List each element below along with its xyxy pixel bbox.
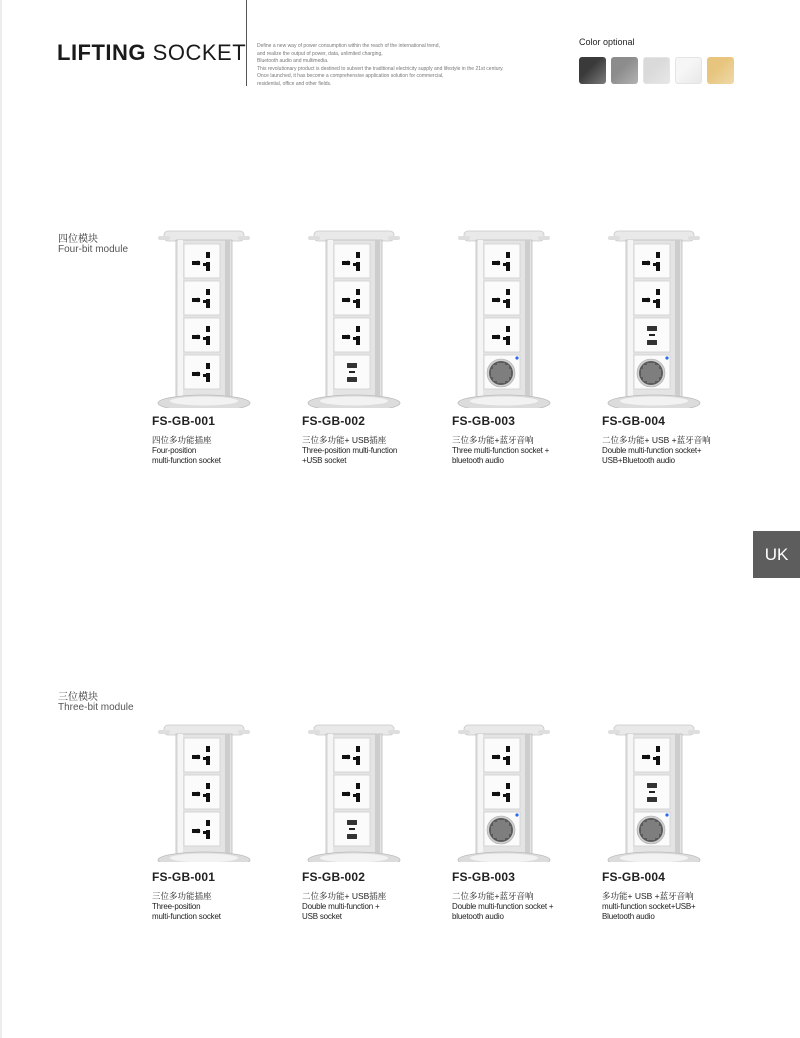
neutral-slot: [506, 793, 510, 802]
product-image: [454, 722, 554, 862]
status-led: [665, 356, 668, 359]
neutral-slot: [206, 373, 210, 382]
cap-tab: [238, 236, 250, 240]
pin-slot: [203, 831, 206, 834]
product-desc-en: [152, 446, 287, 466]
round-slot: [496, 792, 500, 796]
pin-slot: [503, 794, 506, 797]
product-desc-line: Three-position multi-function: [302, 446, 398, 455]
product-desc-en: [452, 902, 587, 922]
status-led: [665, 813, 668, 816]
round-slot: [196, 261, 200, 265]
socket-face: [634, 281, 670, 315]
housing-shadow: [525, 734, 530, 857]
product-name-cn: 二位多功能+ USB插座: [302, 891, 387, 901]
top-cap: [614, 725, 694, 735]
neutral-slot: [206, 262, 210, 271]
cap-tab: [538, 730, 550, 734]
product-desc-en: [602, 446, 737, 466]
neutral-slot: [656, 262, 660, 271]
socket-face: [184, 318, 220, 352]
earth-slot: [506, 746, 510, 752]
pin-slot: [203, 374, 206, 377]
cap-tab: [158, 730, 170, 734]
module-usb: [334, 812, 370, 846]
product-desc-line: Three-position: [152, 902, 201, 911]
module-socket: [184, 281, 220, 315]
product-image: [604, 228, 704, 408]
socket-face: [484, 244, 520, 278]
product-desc-line: bluetooth audio: [452, 912, 504, 921]
socket-face: [484, 281, 520, 315]
product-name-cn: 二位多功能+蓝牙音响: [452, 891, 534, 901]
socket-face: [334, 318, 370, 352]
usb-port: [647, 783, 657, 788]
socket-face: [184, 281, 220, 315]
module-socket: [184, 244, 220, 278]
section-title-en: Three-bit module: [58, 702, 134, 713]
product-name-cn: 四位多功能插座: [152, 435, 212, 445]
usb-c-port: [349, 828, 355, 830]
product-code: FS-GB-003: [452, 414, 516, 428]
product-desc-line: multi-function socket: [152, 456, 221, 465]
product-image: [604, 722, 704, 862]
usb-c-port: [649, 791, 655, 793]
product-desc-line: Four-position: [152, 446, 197, 455]
section-title-cn: 四位模块: [58, 234, 98, 245]
pin-slot: [353, 757, 356, 760]
pin-slot: [503, 263, 506, 266]
round-slot: [496, 298, 500, 302]
pin-slot: [203, 263, 206, 266]
round-slot: [196, 298, 200, 302]
cap-tab: [388, 730, 400, 734]
socket-face: [184, 812, 220, 846]
module-speaker: [634, 355, 670, 389]
housing-highlight: [628, 734, 633, 857]
socket-face: [484, 318, 520, 352]
earth-slot: [506, 252, 510, 258]
product-code: FS-GB-002: [302, 414, 366, 428]
usb-c-port: [349, 371, 355, 373]
module-usb: [634, 318, 670, 352]
product-desc-line: +USB socket: [302, 456, 347, 465]
product-desc-en: [302, 446, 437, 466]
cap-tab: [158, 236, 170, 240]
product-desc-line: Double multi-function socket+: [602, 446, 702, 455]
usb-port: [647, 797, 657, 802]
pin-slot: [353, 300, 356, 303]
earth-slot: [206, 820, 210, 826]
cap-tab: [538, 236, 550, 240]
round-slot: [646, 261, 650, 265]
cap-tab: [608, 236, 620, 240]
product-image: [304, 228, 404, 408]
earth-slot: [506, 289, 510, 295]
round-slot: [196, 372, 200, 376]
neutral-slot: [356, 793, 360, 802]
intro-line: and realize the output of power, data, unlimited charging,: [257, 50, 383, 57]
product-code: FS-GB-001: [152, 870, 216, 884]
product-desc-en: [152, 902, 287, 922]
housing-highlight: [478, 240, 483, 400]
earth-slot: [206, 289, 210, 295]
header-divider: [246, 0, 247, 86]
housing-shadow: [225, 240, 230, 400]
product-desc-line: Double multi-function +: [302, 902, 380, 911]
product-desc-line: multi-function socket: [152, 912, 221, 921]
top-cap: [314, 231, 394, 241]
round-slot: [196, 829, 200, 833]
round-slot: [496, 755, 500, 759]
usb-port: [347, 363, 357, 368]
earth-slot: [206, 363, 210, 369]
product-name-cn: 二位多功能+ USB +蓝牙音响: [602, 435, 711, 445]
product-image: [304, 722, 404, 862]
product-desc-line: USB socket: [302, 912, 342, 921]
round-slot: [496, 261, 500, 265]
housing-shadow: [375, 240, 380, 400]
socket-face: [184, 244, 220, 278]
pin-slot: [653, 757, 656, 760]
color-swatch-silver[interactable]: [643, 57, 670, 84]
product-name-cn: 三位多功能插座: [152, 891, 212, 901]
housing-shadow: [225, 734, 230, 857]
cap-tab: [308, 730, 320, 734]
intro-line: This revolutionary product is destined to subvert the traditional electricity supply and lifestyle in the 21st century.: [257, 65, 504, 72]
socket-face: [184, 775, 220, 809]
neutral-slot: [506, 756, 510, 765]
product-code: FS-GB-004: [602, 414, 666, 428]
product-name-cn: 三位多功能+ USB插座: [302, 435, 387, 445]
module-socket: [184, 775, 220, 809]
pin-slot: [353, 337, 356, 340]
socket-face: [484, 775, 520, 809]
color-options-label: Color optional: [579, 37, 635, 47]
neutral-slot: [506, 262, 510, 271]
product-desc-en: [602, 902, 737, 922]
socket-face: [334, 738, 370, 772]
product-desc-line: bluetooth audio: [452, 456, 504, 465]
round-slot: [346, 755, 350, 759]
module-socket: [484, 281, 520, 315]
intro-line: Bluetooth audio and multimedia.: [257, 58, 329, 65]
module-socket: [184, 812, 220, 846]
module-socket: [334, 244, 370, 278]
socket-face: [334, 281, 370, 315]
module-socket: [334, 738, 370, 772]
round-slot: [196, 335, 200, 339]
round-slot: [346, 792, 350, 796]
module-socket: [484, 244, 520, 278]
top-cap: [164, 231, 244, 241]
housing-shadow: [675, 734, 680, 857]
pin-slot: [203, 757, 206, 760]
pin-slot: [503, 337, 506, 340]
pin-slot: [203, 794, 206, 797]
earth-slot: [656, 289, 660, 295]
module-socket: [184, 318, 220, 352]
socket-face: [634, 738, 670, 772]
usb-port: [647, 326, 657, 331]
neutral-slot: [356, 336, 360, 345]
module-socket: [334, 318, 370, 352]
module-socket: [484, 738, 520, 772]
housing-highlight: [178, 734, 183, 857]
product-name-cn: 多功能+ USB +蓝牙音响: [602, 891, 694, 901]
neutral-slot: [206, 336, 210, 345]
neutral-slot: [206, 756, 210, 765]
cap-tab: [388, 236, 400, 240]
color-swatch-gold[interactable]: [707, 57, 734, 84]
module-usb: [334, 355, 370, 389]
speaker-grille: [489, 818, 513, 842]
product-code: FS-GB-003: [452, 870, 516, 884]
top-cap: [164, 725, 244, 735]
pin-slot: [353, 794, 356, 797]
earth-slot: [356, 326, 360, 332]
section-title-en: Four-bit module: [58, 244, 129, 255]
cap-tab: [308, 236, 320, 240]
cap-tab: [688, 730, 700, 734]
product-desc-line: multi-function socket+USB+: [602, 902, 696, 911]
housing-highlight: [328, 240, 333, 400]
product-desc-en: [452, 446, 587, 466]
socket-face: [484, 738, 520, 772]
cap-tab: [608, 730, 620, 734]
product-image: [154, 722, 254, 862]
neutral-slot: [356, 262, 360, 271]
earth-slot: [356, 252, 360, 258]
module-speaker: [634, 812, 670, 846]
module-usb: [634, 775, 670, 809]
pin-slot: [653, 263, 656, 266]
round-slot: [346, 298, 350, 302]
color-swatch-white[interactable]: [675, 57, 702, 84]
pin-slot: [503, 757, 506, 760]
cap-tab: [458, 236, 470, 240]
module-socket: [184, 355, 220, 389]
housing-highlight: [178, 240, 183, 400]
round-slot: [346, 335, 350, 339]
product-code: FS-GB-004: [602, 870, 666, 884]
page-edge: [0, 0, 2, 1038]
module-socket: [634, 738, 670, 772]
product-image: [154, 228, 254, 408]
product-code: FS-GB-002: [302, 870, 366, 884]
pin-slot: [653, 300, 656, 303]
neutral-slot: [506, 299, 510, 308]
module-socket: [484, 775, 520, 809]
housing-shadow: [675, 240, 680, 400]
earth-slot: [356, 289, 360, 295]
earth-slot: [656, 746, 660, 752]
neutral-slot: [506, 336, 510, 345]
pin-slot: [503, 300, 506, 303]
speaker-grille: [639, 818, 663, 842]
usb-port: [347, 820, 357, 825]
socket-face: [184, 738, 220, 772]
module-socket: [184, 738, 220, 772]
base-inner: [620, 397, 688, 406]
earth-slot: [206, 783, 210, 789]
product-desc-line: Bluetooth audio: [602, 912, 655, 921]
speaker-grille: [639, 361, 663, 385]
earth-slot: [506, 326, 510, 332]
product-desc-line: Three multi-function socket +: [452, 446, 550, 455]
product-code: FS-GB-001: [152, 414, 216, 428]
base-inner: [320, 397, 388, 406]
earth-slot: [506, 783, 510, 789]
round-slot: [196, 792, 200, 796]
speaker-grille: [489, 361, 513, 385]
cap-tab: [458, 730, 470, 734]
module-socket: [634, 281, 670, 315]
socket-face: [634, 244, 670, 278]
product-image: [454, 228, 554, 408]
housing-highlight: [328, 734, 333, 857]
module-speaker: [484, 812, 520, 846]
neutral-slot: [656, 756, 660, 765]
housing-highlight: [628, 240, 633, 400]
base-inner: [170, 397, 238, 406]
module-socket: [334, 281, 370, 315]
round-slot: [646, 298, 650, 302]
product-desc-line: USB+Bluetooth audio: [602, 456, 675, 465]
round-slot: [646, 755, 650, 759]
cap-tab: [688, 236, 700, 240]
socket-face: [334, 244, 370, 278]
region-tab-uk[interactable]: UK: [753, 531, 800, 578]
top-cap: [614, 231, 694, 241]
title-bold: LIFTING: [57, 40, 147, 65]
usb-port: [347, 377, 357, 382]
color-swatch-gray[interactable]: [611, 57, 638, 84]
top-cap: [464, 725, 544, 735]
usb-port: [347, 834, 357, 839]
top-cap: [314, 725, 394, 735]
usb-port: [647, 340, 657, 345]
neutral-slot: [206, 793, 210, 802]
intro-line: residential, office and other fields.: [257, 80, 332, 87]
neutral-slot: [206, 299, 210, 308]
product-desc-en: [302, 902, 437, 922]
title-light: SOCKET: [152, 40, 247, 65]
neutral-slot: [356, 299, 360, 308]
housing-highlight: [478, 734, 483, 857]
socket-face: [184, 355, 220, 389]
neutral-slot: [206, 830, 210, 839]
round-slot: [196, 755, 200, 759]
intro-line: Once launched, it has become a comprehensive application solution for commercial,: [257, 73, 444, 80]
housing-shadow: [525, 240, 530, 400]
intro-line: Define a new way of power consumption within the reach of the international trend,: [257, 43, 440, 49]
status-led: [515, 813, 518, 816]
module-socket: [634, 244, 670, 278]
top-cap: [464, 231, 544, 241]
earth-slot: [206, 252, 210, 258]
earth-slot: [656, 252, 660, 258]
earth-slot: [356, 783, 360, 789]
intro-text: [257, 43, 507, 89]
product-desc-line: Double multi-function socket +: [452, 902, 554, 911]
neutral-slot: [656, 299, 660, 308]
socket-face: [334, 775, 370, 809]
base-inner: [470, 397, 538, 406]
round-slot: [346, 261, 350, 265]
cap-tab: [238, 730, 250, 734]
earth-slot: [206, 326, 210, 332]
housing-shadow: [375, 734, 380, 857]
status-led: [515, 356, 518, 359]
module-speaker: [484, 355, 520, 389]
page-title: [57, 40, 246, 66]
product-name-cn: 三位多功能+蓝牙音响: [452, 435, 534, 445]
pin-slot: [203, 300, 206, 303]
earth-slot: [356, 746, 360, 752]
module-socket: [334, 775, 370, 809]
earth-slot: [206, 746, 210, 752]
round-slot: [496, 335, 500, 339]
color-swatch-black[interactable]: [579, 57, 606, 84]
usb-c-port: [649, 334, 655, 336]
pin-slot: [353, 263, 356, 266]
pin-slot: [203, 337, 206, 340]
module-socket: [484, 318, 520, 352]
section-title-cn: 三位模块: [58, 692, 98, 703]
neutral-slot: [356, 756, 360, 765]
